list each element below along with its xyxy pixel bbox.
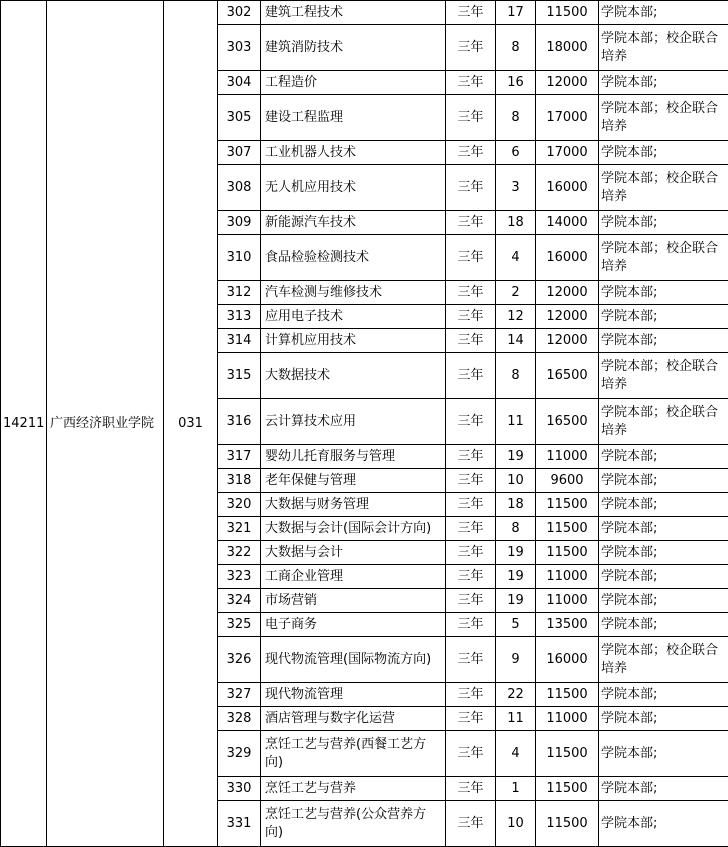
major-code-cell: 314	[218, 329, 261, 353]
tuition-cell: 16000	[536, 165, 599, 211]
major-name-cell: 烹饪工艺与营养(公众营养方向)	[261, 801, 446, 847]
major-code-cell: 328	[218, 707, 261, 731]
plan-count-cell: 18	[496, 493, 536, 517]
tuition-cell: 11500	[536, 493, 599, 517]
major-name-cell: 汽车检测与维修技术	[261, 281, 446, 305]
tuition-cell: 16500	[536, 353, 599, 399]
major-code-cell: 307	[218, 141, 261, 165]
major-name-cell: 云计算技术应用	[261, 399, 446, 445]
remark-cell: 学院本部;	[599, 541, 728, 565]
major-code-cell: 302	[218, 1, 261, 25]
tuition-cell: 9600	[536, 469, 599, 493]
major-name-cell: 计算机应用技术	[261, 329, 446, 353]
remark-cell: 学院本部;	[599, 1, 728, 25]
remark-cell: 学院本部;	[599, 683, 728, 707]
major-name-cell: 无人机应用技术	[261, 165, 446, 211]
major-name-cell: 电子商务	[261, 613, 446, 637]
major-code-cell: 317	[218, 445, 261, 469]
major-code-cell: 309	[218, 211, 261, 235]
plan-count-cell: 5	[496, 613, 536, 637]
tuition-cell: 16000	[536, 637, 599, 683]
duration-cell: 三年	[446, 329, 496, 353]
tuition-cell: 17000	[536, 141, 599, 165]
tuition-cell: 12000	[536, 281, 599, 305]
major-name-cell: 老年保健与管理	[261, 469, 446, 493]
major-code-cell: 323	[218, 565, 261, 589]
plan-count-cell: 2	[496, 281, 536, 305]
duration-cell: 三年	[446, 399, 496, 445]
remark-cell: 学院本部;	[599, 469, 728, 493]
duration-cell: 三年	[446, 235, 496, 281]
plan-count-cell: 8	[496, 353, 536, 399]
plan-count-cell: 12	[496, 305, 536, 329]
remark-cell: 学院本部；校企联合培养	[599, 95, 728, 141]
table-row	[1, 1, 728, 25]
plan-count-cell: 14	[496, 329, 536, 353]
remark-cell: 学院本部；校企联合培养	[599, 399, 728, 445]
duration-cell: 三年	[446, 517, 496, 541]
plan-count-cell: 10	[496, 801, 536, 847]
plan-count-cell: 8	[496, 517, 536, 541]
remark-cell: 学院本部;	[599, 141, 728, 165]
tuition-cell: 12000	[536, 329, 599, 353]
major-code-cell: 330	[218, 777, 261, 801]
duration-cell: 三年	[446, 211, 496, 235]
tuition-cell: 16500	[536, 399, 599, 445]
tuition-cell: 16000	[536, 235, 599, 281]
tuition-cell: 11500	[536, 801, 599, 847]
major-code-cell: 331	[218, 801, 261, 847]
tuition-cell: 14000	[536, 211, 599, 235]
tuition-cell: 11500	[536, 541, 599, 565]
duration-cell: 三年	[446, 25, 496, 71]
major-name-cell: 市场营销	[261, 589, 446, 613]
major-name-cell: 建筑工程技术	[261, 1, 446, 25]
duration-cell: 三年	[446, 165, 496, 211]
major-code-cell: 303	[218, 25, 261, 71]
tuition-cell: 12000	[536, 305, 599, 329]
major-name-cell: 工程造价	[261, 71, 446, 95]
duration-cell: 三年	[446, 1, 496, 25]
plan-count-cell: 8	[496, 25, 536, 71]
plan-count-cell: 1	[496, 777, 536, 801]
plan-count-cell: 10	[496, 469, 536, 493]
major-code-cell: 322	[218, 541, 261, 565]
major-code-cell: 327	[218, 683, 261, 707]
duration-cell: 三年	[446, 469, 496, 493]
remark-cell: 学院本部;	[599, 589, 728, 613]
tuition-cell: 11000	[536, 565, 599, 589]
major-code-cell: 318	[218, 469, 261, 493]
remark-cell: 学院本部;	[599, 565, 728, 589]
major-code-cell: 321	[218, 517, 261, 541]
major-name-cell: 烹饪工艺与营养	[261, 777, 446, 801]
duration-cell: 三年	[446, 565, 496, 589]
duration-cell: 三年	[446, 541, 496, 565]
plan-count-cell: 9	[496, 637, 536, 683]
duration-cell: 三年	[446, 353, 496, 399]
remark-cell: 学院本部;	[599, 211, 728, 235]
major-code-cell: 308	[218, 165, 261, 211]
major-code-cell: 312	[218, 281, 261, 305]
tuition-cell: 11500	[536, 731, 599, 777]
tuition-cell: 17000	[536, 95, 599, 141]
tuition-cell: 11000	[536, 445, 599, 469]
table-body	[1, 1, 728, 847]
major-code-cell: 326	[218, 637, 261, 683]
plan-count-cell: 4	[496, 731, 536, 777]
remark-cell: 学院本部;	[599, 731, 728, 777]
remark-cell: 学院本部;	[599, 329, 728, 353]
major-name-cell: 大数据与会计	[261, 541, 446, 565]
major-code-cell: 315	[218, 353, 261, 399]
remark-cell: 学院本部;	[599, 613, 728, 637]
remark-cell: 学院本部;	[599, 493, 728, 517]
duration-cell: 三年	[446, 95, 496, 141]
plan-count-cell: 4	[496, 235, 536, 281]
plan-count-cell: 3	[496, 165, 536, 211]
plan-count-cell: 18	[496, 211, 536, 235]
duration-cell: 三年	[446, 801, 496, 847]
tuition-cell: 11500	[536, 517, 599, 541]
major-name-cell: 烹饪工艺与营养(西餐工艺方向)	[261, 731, 446, 777]
duration-cell: 三年	[446, 589, 496, 613]
major-code-cell: 329	[218, 731, 261, 777]
plan-count-cell: 19	[496, 565, 536, 589]
duration-cell: 三年	[446, 683, 496, 707]
major-code-cell: 310	[218, 235, 261, 281]
major-code-cell: 320	[218, 493, 261, 517]
tuition-cell: 11000	[536, 707, 599, 731]
remark-cell: 学院本部;	[599, 707, 728, 731]
major-name-cell: 现代物流管理	[261, 683, 446, 707]
major-name-cell: 工商企业管理	[261, 565, 446, 589]
duration-cell: 三年	[446, 305, 496, 329]
plan-count-cell: 22	[496, 683, 536, 707]
major-code-cell: 313	[218, 305, 261, 329]
plan-count-cell: 16	[496, 71, 536, 95]
tuition-cell: 11000	[536, 589, 599, 613]
plan-count-cell: 11	[496, 399, 536, 445]
remark-cell: 学院本部；校企联合培养	[599, 353, 728, 399]
tuition-cell: 12000	[536, 71, 599, 95]
major-name-cell: 工业机器人技术	[261, 141, 446, 165]
remark-cell: 学院本部;	[599, 281, 728, 305]
major-name-cell: 婴幼儿托育服务与管理	[261, 445, 446, 469]
plan-count-cell: 19	[496, 445, 536, 469]
tuition-cell: 18000	[536, 25, 599, 71]
major-name-cell: 大数据与会计(国际会计方向)	[261, 517, 446, 541]
major-name-cell: 建筑消防技术	[261, 25, 446, 71]
major-name-cell: 现代物流管理(国际物流方向)	[261, 637, 446, 683]
remark-cell: 学院本部;	[599, 71, 728, 95]
major-name-cell: 新能源汽车技术	[261, 211, 446, 235]
duration-cell: 三年	[446, 777, 496, 801]
plan-count-cell: 11	[496, 707, 536, 731]
plan-count-cell: 19	[496, 541, 536, 565]
duration-cell: 三年	[446, 493, 496, 517]
duration-cell: 三年	[446, 731, 496, 777]
tuition-cell: 13500	[536, 613, 599, 637]
duration-cell: 三年	[446, 637, 496, 683]
school-name-cell: 广西经济职业学院	[47, 1, 164, 847]
tuition-cell: 11500	[536, 1, 599, 25]
major-code-cell: 316	[218, 399, 261, 445]
remark-cell: 学院本部；校企联合培养	[599, 25, 728, 71]
tuition-cell: 11500	[536, 683, 599, 707]
group-code-cell: 031	[164, 1, 218, 847]
plan-count-cell: 19	[496, 589, 536, 613]
major-code-cell: 325	[218, 613, 261, 637]
remark-cell: 学院本部;	[599, 305, 728, 329]
major-name-cell: 大数据技术	[261, 353, 446, 399]
remark-cell: 学院本部;	[599, 445, 728, 469]
plan-count-cell: 6	[496, 141, 536, 165]
major-name-cell: 建设工程监理	[261, 95, 446, 141]
major-name-cell: 大数据与财务管理	[261, 493, 446, 517]
duration-cell: 三年	[446, 141, 496, 165]
remark-cell: 学院本部；校企联合培养	[599, 637, 728, 683]
remark-cell: 学院本部;	[599, 777, 728, 801]
major-code-cell: 304	[218, 71, 261, 95]
major-name-cell: 食品检验检测技术	[261, 235, 446, 281]
duration-cell: 三年	[446, 445, 496, 469]
plan-count-cell: 8	[496, 95, 536, 141]
duration-cell: 三年	[446, 707, 496, 731]
major-code-cell: 324	[218, 589, 261, 613]
plan-count-cell: 17	[496, 1, 536, 25]
major-name-cell: 应用电子技术	[261, 305, 446, 329]
remark-cell: 学院本部;	[599, 801, 728, 847]
duration-cell: 三年	[446, 613, 496, 637]
remark-cell: 学院本部;	[599, 517, 728, 541]
school-code-cell: 14211	[1, 1, 47, 847]
remark-cell: 学院本部；校企联合培养	[599, 235, 728, 281]
major-name-cell: 酒店管理与数字化运营	[261, 707, 446, 731]
major-code-cell: 305	[218, 95, 261, 141]
tuition-cell: 11500	[536, 777, 599, 801]
duration-cell: 三年	[446, 281, 496, 305]
remark-cell: 学院本部；校企联合培养	[599, 165, 728, 211]
duration-cell: 三年	[446, 71, 496, 95]
